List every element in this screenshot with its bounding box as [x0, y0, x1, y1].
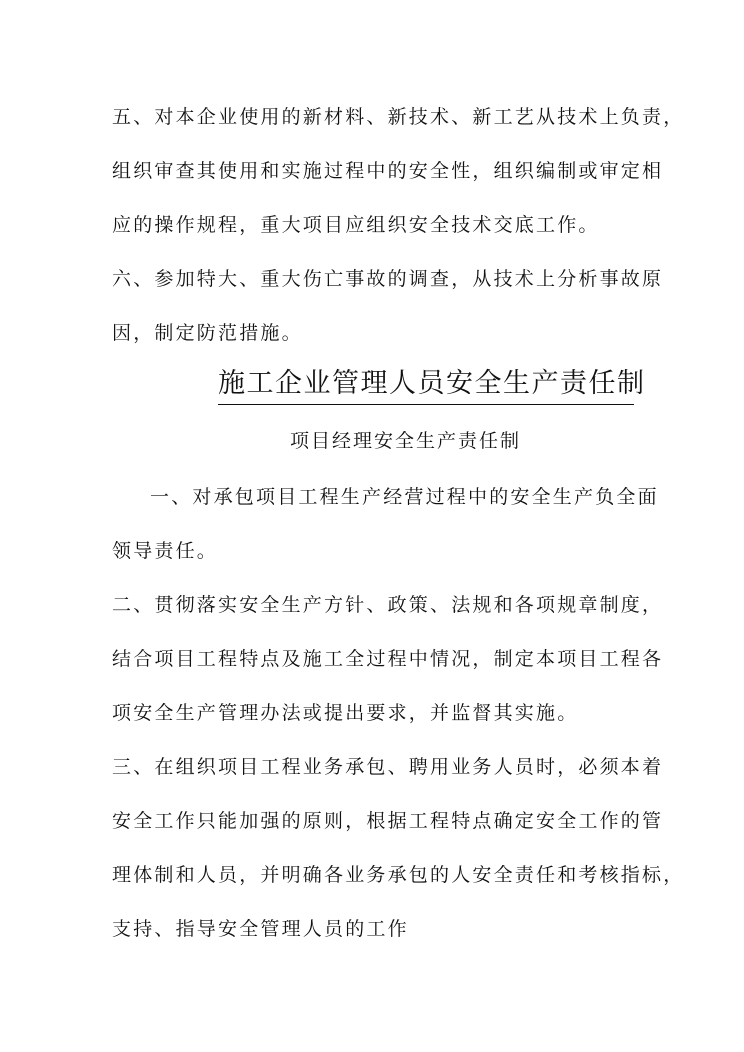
paragraph-line: 因，制定防范措施。: [112, 322, 303, 344]
subsection-title: 项目经理安全生产责任制: [290, 430, 522, 452]
paragraph-line: 一、对承包项目工程生产经营过程中的安全生产负全面: [150, 486, 659, 508]
paragraph-line: 应的操作规程，重大项目应组织安全技术交底工作。: [112, 214, 600, 236]
paragraph-line: 三、在组织项目工程业务承包、聘用业务人员时，必须本着: [112, 756, 664, 778]
paragraph-line: 五、对本企业使用的新材料、新技术、新工艺从技术上负责，: [112, 106, 685, 128]
paragraph-line: 领导责任。: [112, 540, 219, 562]
paragraph-line: 六、参加特大、重大伤亡事故的调查，从技术上分析事故原: [112, 268, 664, 290]
paragraph-line: 结合项目工程特点及施工全过程中情况，制定本项目工程各: [112, 648, 664, 670]
paragraph-line: 二、贯彻落实安全生产方针、政策、法规和各项规章制度，: [112, 594, 664, 616]
section-title: 施工企业管理人员安全生产责任制: [218, 366, 634, 405]
paragraph-line: 理体制和人员，并明确各业务承包的人安全责任和考核指标，: [112, 864, 685, 886]
paragraph-line: 安全工作只能加强的原则，根据工程特点确定安全工作的管: [112, 810, 664, 832]
paragraph-line: 组织审查其使用和实施过程中的安全性，组织编制或审定相: [112, 160, 664, 182]
paragraph-line: 项安全生产管理办法或提出要求，并监督其实施。: [112, 702, 579, 724]
paragraph-line: 支持、指导安全管理人员的工作: [112, 918, 409, 940]
